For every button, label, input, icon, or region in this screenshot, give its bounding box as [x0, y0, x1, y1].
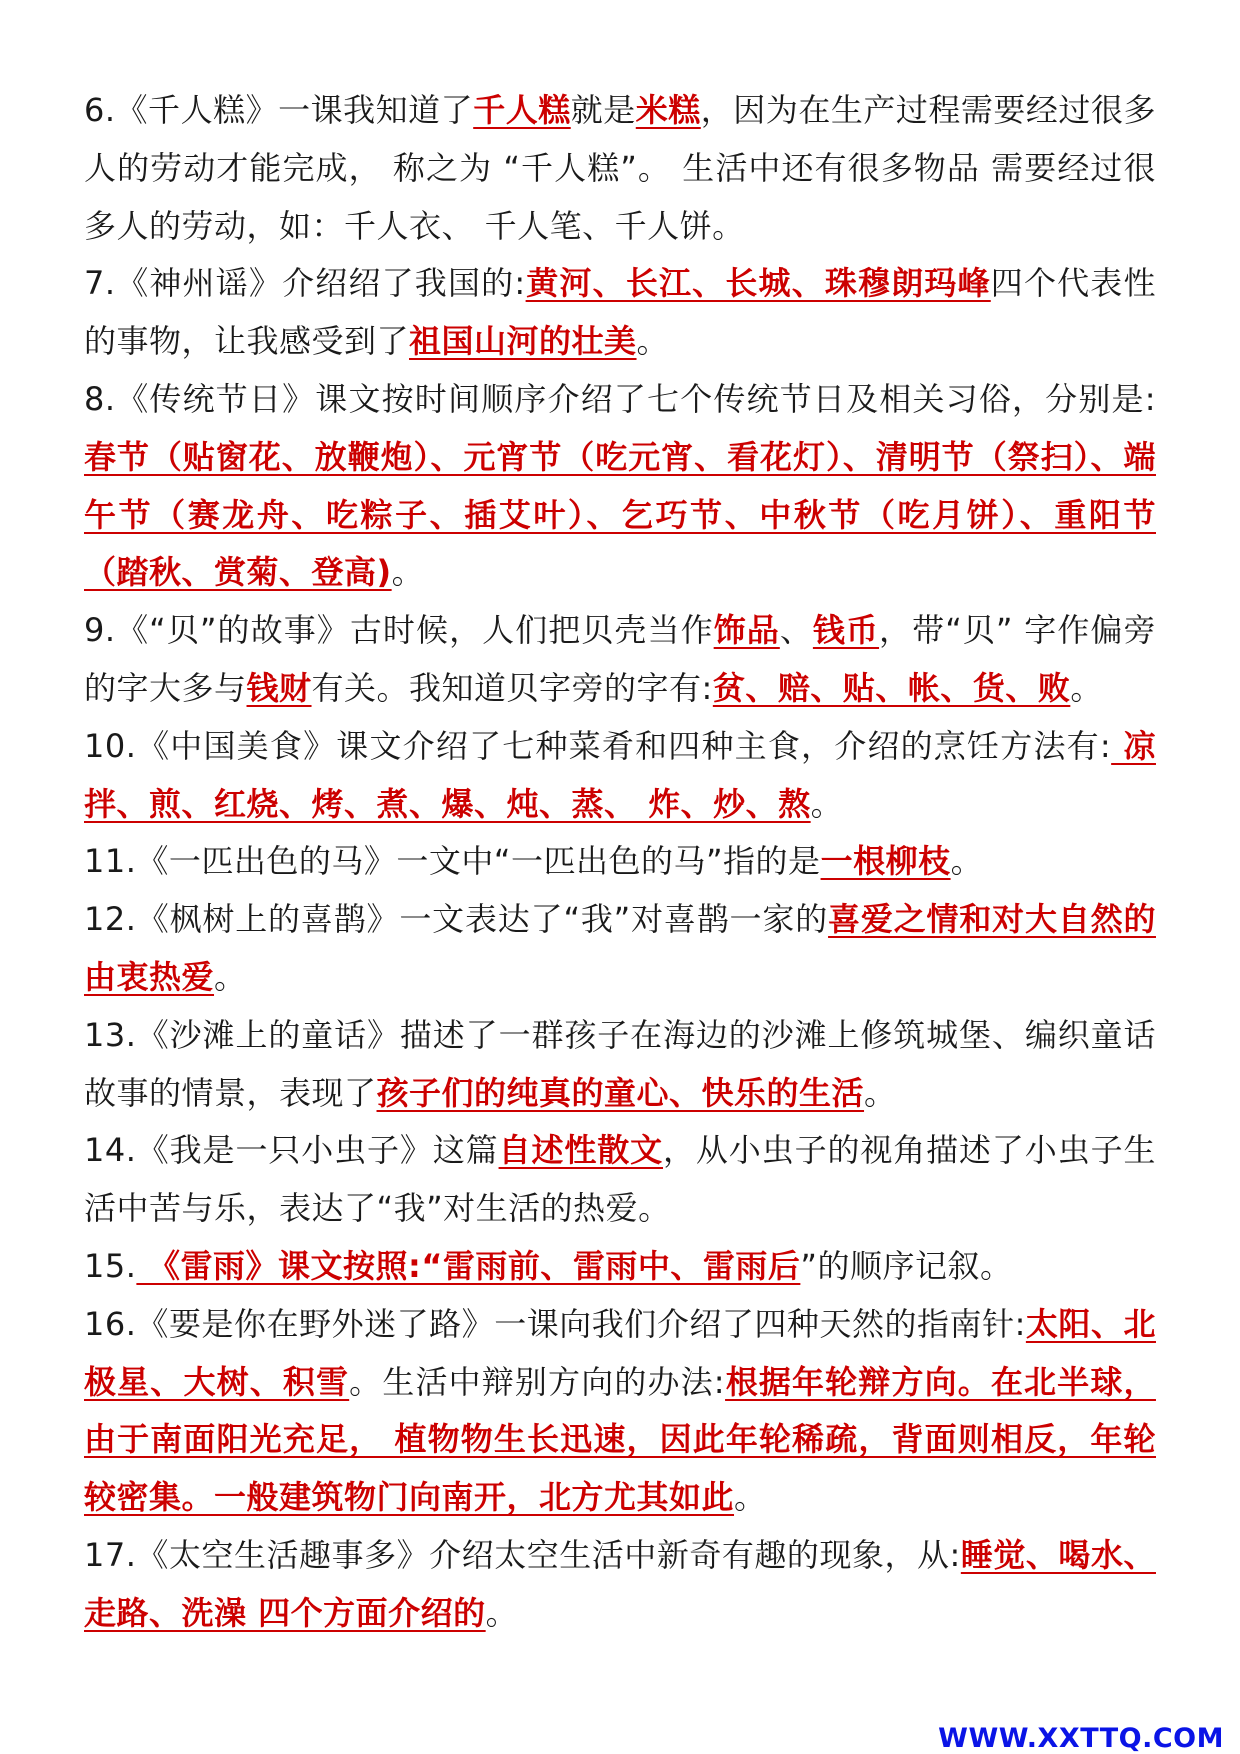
item-text: 。	[214, 957, 247, 996]
item-text: 。	[734, 1478, 767, 1517]
answer-text: 春节（贴窗花、放鞭炮）、元宵节（吃元宵、看花灯）、清明节（祭扫）、端午节（赛龙舟、吃粽子、插艾叶）、乞巧节、中秋节（吃月饼）、重阳节（踏秋、赏菊、登高)	[84, 437, 1156, 592]
item-text: 就是	[570, 91, 636, 129]
list-item	[84, 1122, 1156, 1238]
list-item	[84, 82, 1156, 255]
item-text: 10.《中国美食》课文介绍了七种菜肴和四种主食，介绍的烹饪方法有:	[84, 726, 1112, 765]
list-item	[84, 1007, 1156, 1123]
item-text: ，从小虫子的视角描述了小虫子生活中苦与乐，表达了“我”对生活的热爱。	[84, 1131, 1156, 1228]
answer-text: 贫、赔、贴、帐、货、败	[712, 668, 1071, 707]
answer-text: 凉拌、煎、红烧、烤、煮、爆、炖、蒸、 炸、炒、熬	[84, 726, 1156, 823]
item-text: 7.《神州谣》介绍绍了我国的:	[84, 264, 526, 303]
item-text: 17.《太空生活趣事多》介绍太空生活中新奇有趣的现象，从:	[84, 1535, 961, 1574]
answer-text: 米糕	[635, 91, 701, 129]
answer-text: 千人糕	[473, 91, 571, 129]
list-item	[84, 371, 1156, 602]
list-item	[84, 1527, 1156, 1643]
item-text: 有关。我知道贝字旁的字有:	[311, 668, 713, 707]
item-text: 、	[779, 611, 813, 650]
item-text: 。	[485, 1593, 519, 1632]
list-item	[84, 891, 1156, 1007]
answer-text: 睡觉、喝水、走路、洗澡 四个方面介绍的	[84, 1535, 1156, 1632]
item-text: ”的顺序记叙。	[800, 1246, 1013, 1285]
item-text: ，因为在生产过程需要经过很多人的劳动才能完成， 称之为 “千人糕”。 生活中还有很多物品 需要经过很多人的劳动，如：千人衣、 千人笔、千人饼。	[84, 91, 1156, 245]
list-item	[84, 833, 1156, 891]
answer-text: 钱财	[246, 668, 312, 707]
answer-text: 黄河、长江、长城、珠穆朗玛峰	[525, 264, 991, 303]
answer-text: 钱币	[812, 611, 880, 650]
answer-text: 《雷雨》课文按照:“雷雨前、雷雨中、雷雨后	[136, 1246, 801, 1285]
item-text: 。	[1070, 668, 1103, 707]
item-text: 13.《沙滩上的童话》描述了一群孩子在海边的沙滩上修筑城堡、编织童话故事的情景，表现了	[84, 1015, 1156, 1112]
answer-text: 祖国山河的壮美	[409, 322, 637, 361]
item-text: 15.	[84, 1246, 137, 1285]
item-text: 。	[864, 1073, 897, 1112]
item-text: 9.《“贝”的故事》古时候，人们把贝壳当作	[84, 611, 714, 650]
item-text: 。生活中辩别方向的办法:	[349, 1362, 726, 1401]
answer-text: 一根柳枝	[820, 842, 951, 881]
answer-text: 自述性散文	[498, 1131, 664, 1170]
item-text: 。	[636, 322, 670, 361]
list-item	[84, 602, 1156, 718]
answer-text: 太阳、北极星、大树、积雪	[84, 1304, 1156, 1401]
item-text: 11.《一匹出色的马》一文中“一匹出色的马”指的是	[84, 842, 821, 881]
answer-text: 饰品	[713, 611, 780, 650]
answer-list	[84, 82, 1156, 1643]
item-text: 6.《千人糕》一课我知道了	[84, 91, 474, 129]
item-text: 。	[950, 842, 984, 881]
item-text: 14.《我是一只小虫子》这篇	[84, 1131, 499, 1170]
list-item	[84, 1238, 1156, 1296]
answer-text: 喜爱之情和对大自然的由衷热爱	[84, 900, 1156, 996]
list-item	[84, 718, 1156, 834]
item-text: 。	[391, 553, 425, 592]
item-text: 8.《传统节日》课文按时间顺序介绍了七个传统节日及相关习俗，分别是:	[84, 379, 1156, 418]
item-text: ，带“贝” 字作偏旁的字大多与	[84, 611, 1156, 707]
answer-text: 孩子们的纯真的童心、快乐的生活	[376, 1073, 865, 1112]
answer-text: 根据年轮辩方向。在北半球，由于南面阳光充足， 植物物生长迅速，因此年轮稀疏，背面则相反，年轮较密集。一般建筑物门向南开，北方尤其如此	[84, 1362, 1156, 1517]
item-text: 12.《枫树上的喜鹊》一文表达了“我”对喜鹊一家的	[84, 900, 829, 939]
list-item	[84, 255, 1156, 371]
item-text: 。	[810, 784, 844, 823]
item-text: 四个代表性的事物，让我感受到了	[84, 264, 1156, 361]
item-text: 16.《要是你在野外迷了路》一课向我们介绍了四种天然的指南针:	[84, 1304, 1026, 1343]
site-watermark: WWW.XXTTQ.COM	[938, 1723, 1224, 1754]
list-item	[84, 1296, 1156, 1527]
